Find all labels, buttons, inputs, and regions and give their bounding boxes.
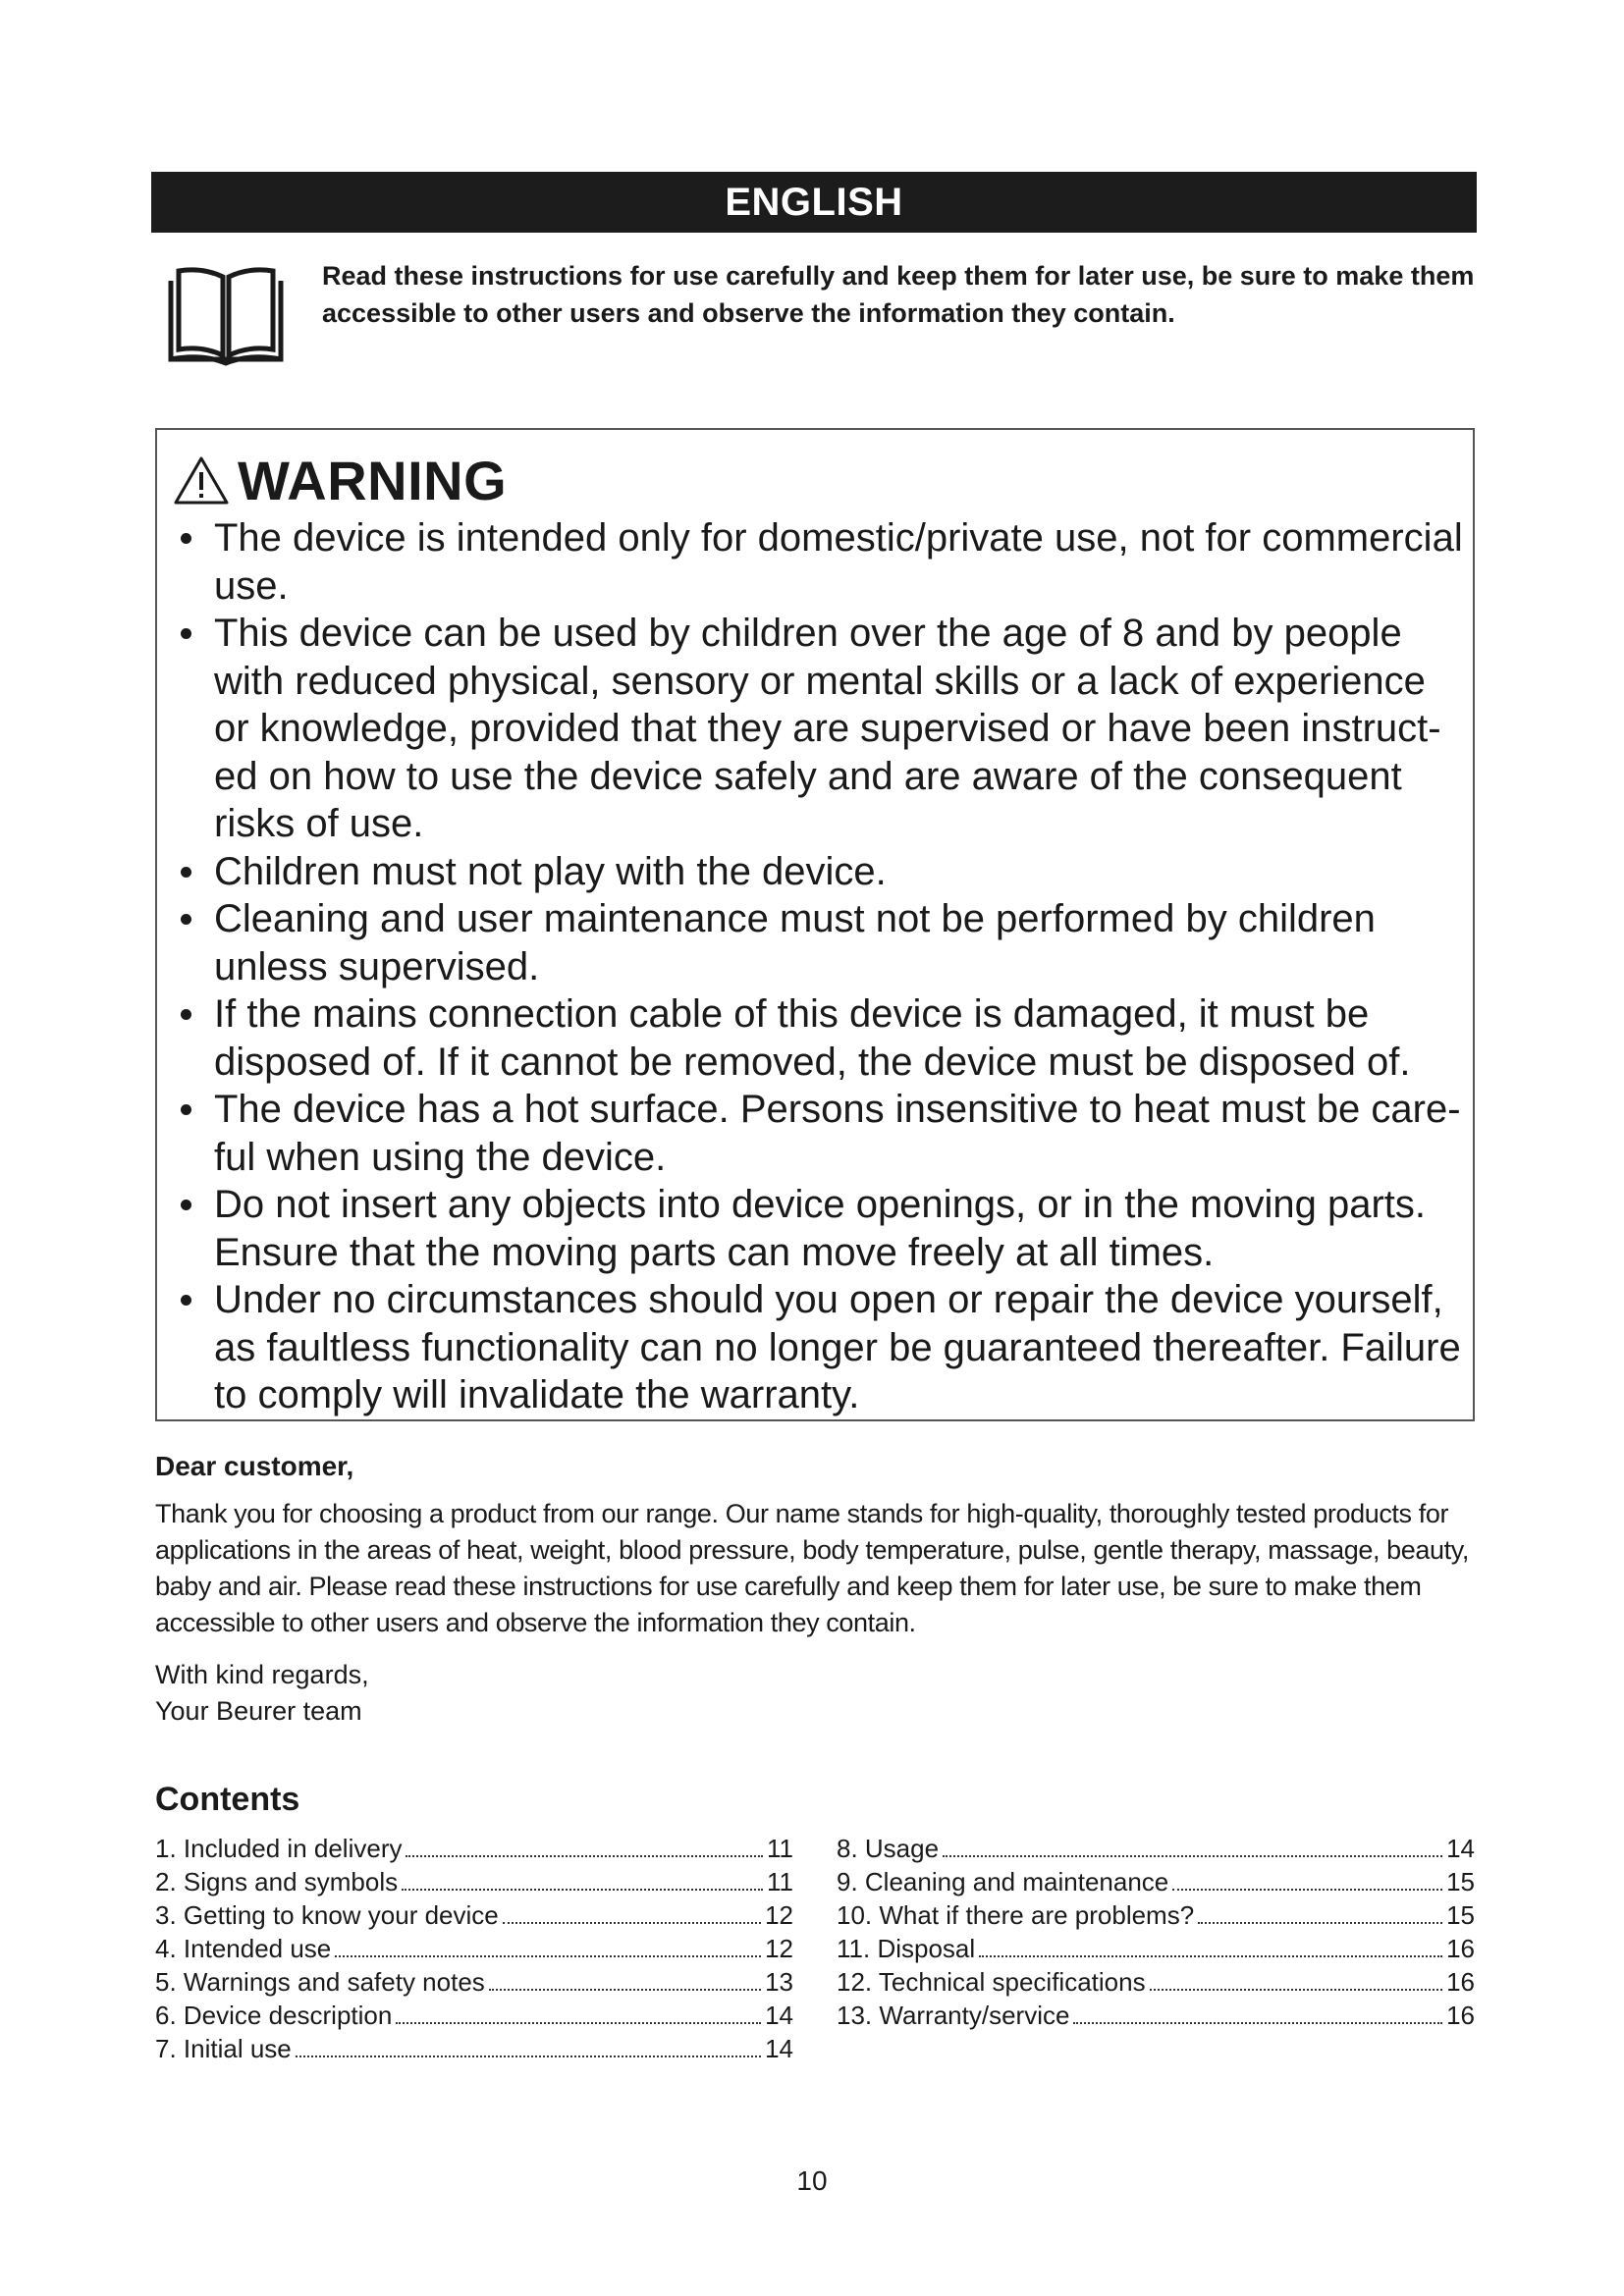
book-icon (163, 257, 289, 367)
warning-item: Do not insert any objects into device openings, or in the moving parts. Ensure that the moving parts can move freely at all times. (173, 1181, 1469, 1276)
toc-right-column (837, 1832, 1475, 2032)
closing: With kind regards, (155, 1660, 369, 1689)
toc-entry[interactable]: 7. Initial use 14 (155, 2034, 793, 2063)
bullet-icon (181, 867, 191, 878)
toc-entry[interactable]: 5. Warnings and safety notes 13 (155, 1967, 793, 1997)
toc-entry[interactable]: 9. Cleaning and maintenance 15 (837, 1867, 1475, 1896)
bullet-icon (181, 1104, 191, 1115)
toc-entry[interactable]: 3. Getting to know your device 12 (155, 1900, 793, 1930)
toc-entry[interactable]: 2. Signs and symbols 11 (155, 1867, 793, 1896)
toc-entry[interactable]: 11. Disposal 16 (837, 1934, 1475, 1963)
bullet-icon (181, 1295, 191, 1306)
warning-triangle-icon (173, 454, 230, 506)
warning-box (155, 428, 1475, 1421)
warning-item: Cleaning and user maintenance must not be performed by children unless supervised. (173, 895, 1469, 990)
toc-entry[interactable]: 13. Warranty/service 16 (837, 2001, 1475, 2030)
toc-entry[interactable]: 8. Usage 14 (837, 1834, 1475, 1863)
warning-item: Under no circumstances should you open or repair the device yourself, as faultless functionality can no longer be guaranteed thereafter. Failure to comply will invalidate the warranty. (173, 1276, 1469, 1419)
toc-entry[interactable]: 12. Technical specifications 16 (837, 1967, 1475, 1997)
bullet-icon (181, 628, 191, 639)
toc-left-column (155, 1832, 793, 2065)
toc-entry[interactable]: 4. Intended use 12 (155, 1934, 793, 1963)
toc-entry[interactable]: 10. What if there are problems? 15 (837, 1900, 1475, 1930)
bullet-icon (181, 1009, 191, 1020)
contents-heading: Contents (155, 1781, 300, 1818)
warning-item: The device is intended only for domestic/private use, not for commercial use. (173, 514, 1469, 610)
language-header: ENGLISH (151, 172, 1477, 233)
warning-item: Children must not play with the device. (173, 848, 1469, 896)
toc-entry[interactable]: 6. Device description 14 (155, 2001, 793, 2030)
warning-title (173, 448, 507, 512)
closing-block (155, 1657, 369, 1730)
bullet-icon (181, 914, 191, 925)
page-number: 10 (796, 2165, 828, 2196)
toc-entry[interactable]: 1. Included in delivery 11 (155, 1834, 793, 1863)
bullet-icon (181, 1200, 191, 1210)
signature: Your Beurer team (155, 1696, 362, 1726)
greeting: Dear customer, (155, 1451, 354, 1481)
warning-item: This device can be used by children over the age of 8 and by people with reduced physical, sensory or mental skills or a lack of experience or knowledge, provided that they are supervised or have been instructed on how to use the device safely and are aware of the consequent risks of use. (173, 610, 1469, 848)
bullet-icon (181, 533, 191, 544)
warning-item: The device has a hot surface. Persons insensitive to heat must be careful when using the device. (173, 1086, 1469, 1181)
read-instructions-notice (157, 253, 1483, 371)
warning-list (173, 514, 1469, 1419)
letter-body: Thank you for choosing a product from our range. Our name stands for high-quality, thoroughly tested products for applications in the areas of heat, weight, blood pressure, body temperature, pulse, gentle therapy, massage, beauty, baby and air. Please read these instructions for use carefully and keep them for later use, be sure to make them accessible to other users and observe the information they contain. (155, 1499, 1469, 1637)
warning-item: If the mains connection cable of this device is damaged, it must be disposed of. If it cannot be removed, the device must be disposed of. (173, 990, 1469, 1086)
read-instructions-text: Read these instructions for use carefully and keep them for later use, be sure to make them accessible to other users and observe the information they contain. (322, 261, 1475, 328)
warning-heading: WARNING (238, 449, 508, 511)
